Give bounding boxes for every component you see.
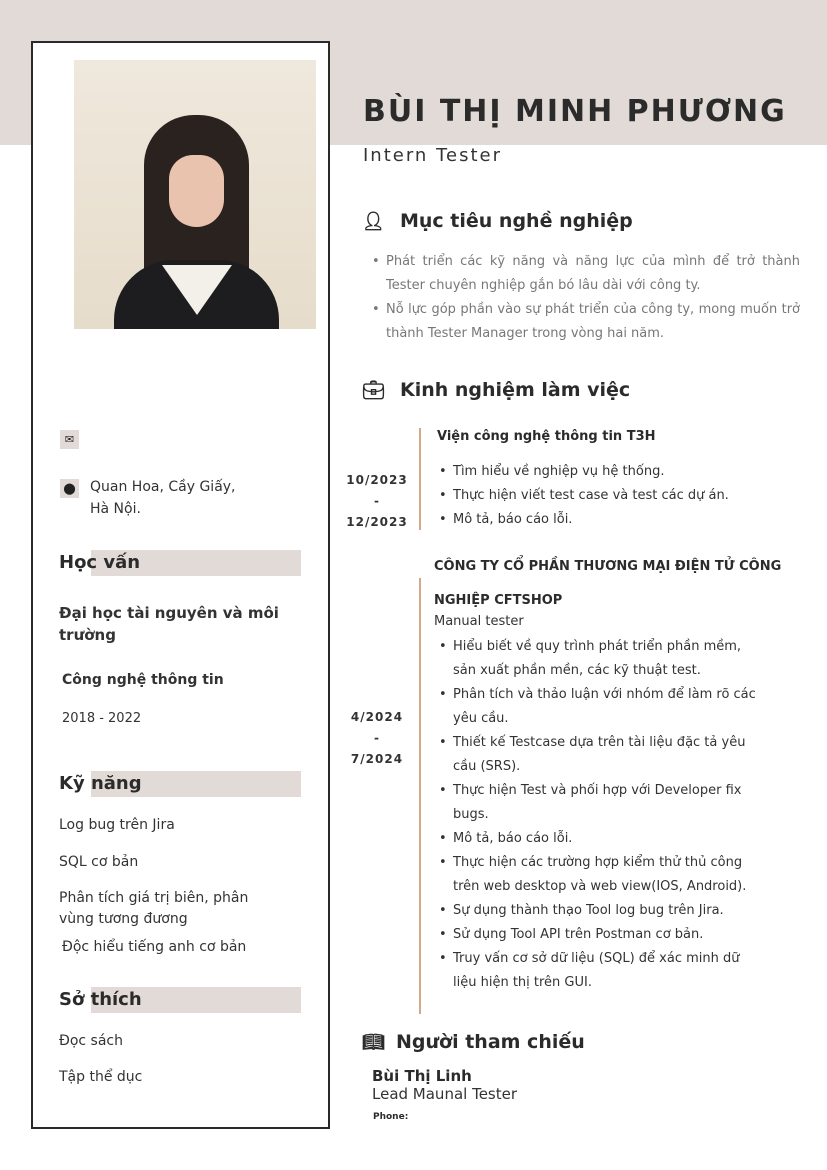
address-line: Quan Hoa, Cầy Giấy,: [90, 479, 236, 495]
duty-item: • Thực hiện Test và phối hợp với Developer fix bugs.: [437, 779, 757, 827]
hobby-item: Tập thể dục: [59, 1069, 143, 1085]
objective-list: [370, 250, 800, 346]
briefcase-icon: 💼︎: [362, 379, 385, 401]
email-icon: ✉: [60, 430, 79, 449]
duty-item: • Thiết kế Testcase dựa trên tài liệu đặc tả yêu cầu (SRS).: [437, 731, 757, 779]
duty-item: • Sự dụng thành thạo Tool log bug trên Jira.: [437, 899, 757, 923]
school-name: Đại học tài nguyên và môi trường: [59, 604, 279, 644]
reference-phone-label: Phone:: [373, 1112, 409, 1122]
experience-heading: 💼︎ Kinh nghiệm làm việc: [362, 379, 631, 401]
skills-heading: Kỹ năng: [59, 771, 301, 797]
job-dates: 10/2023 - 12/2023: [346, 473, 408, 529]
hobby-item: Đọc sách: [59, 1033, 124, 1049]
duty-item: • Hiểu biết về quy trình phát triển phần mềm, sản xuất phần mền, các kỹ thuật test.: [437, 635, 757, 683]
duty-item: • Tìm hiểu về nghiệp vụ hệ thống.: [437, 460, 729, 484]
skill-item: Phân tích giá trị biên, phân vùng tương đương: [59, 890, 249, 927]
education-years: 2018 - 2022: [62, 711, 142, 726]
job-dates: 4/2024 - 7/2024: [350, 710, 404, 766]
address: [90, 476, 236, 520]
book-icon: 📖︎: [362, 1031, 385, 1053]
duty-item: • Thực hiện các trường hợp kiểm thử thủ công trên web desktop và web view(IOS, Android).: [437, 851, 757, 899]
objective-item: • Nỗ lực góp phần vào sự phát triển của công ty, mong muốn trở thành Tester Manager trong vòng hai năm.: [370, 298, 800, 346]
duty-item: • Mô tả, báo cáo lỗi.: [437, 827, 757, 851]
company-name: CÔNG TY CỔ PHẦN THƯƠNG MẠI ĐIỆN TỬ CÔNG NGHIỆP CFTSHOP: [434, 559, 782, 608]
reference-heading: 📖︎ Người tham chiếu: [362, 1031, 585, 1053]
reference-position: Lead Maunal Tester: [372, 1085, 518, 1103]
job-position: Manual tester: [434, 614, 524, 629]
address-line: Hà Nội.: [90, 501, 141, 517]
reference-name: Bùi Thị Linh: [372, 1067, 472, 1085]
profile-photo: [74, 60, 316, 329]
duty-item: • Phân tích và thảo luận với nhóm để làm rõ các yêu cầu.: [437, 683, 757, 731]
duty-item: • Mô tả, báo cáo lỗi.: [437, 508, 729, 532]
hobbies-heading: Sở thích: [59, 987, 301, 1013]
major: Công nghệ thông tin: [62, 672, 224, 688]
duty-item: • Sử dụng Tool API trên Postman cơ bản.: [437, 923, 757, 947]
skill-item: SQL cơ bản: [59, 854, 139, 870]
skill-item: Độc hiểu tiếng anh cơ bản: [62, 939, 247, 955]
duty-item: • Truy vấn cơ sở dữ liệu (SQL) để xác minh dữ liệu hiện thị trên GUI.: [437, 947, 757, 995]
user-icon: 👤︎: [362, 210, 385, 232]
timeline-line: [419, 578, 421, 1014]
education-heading: Học vấn: [59, 550, 301, 576]
job-duties: [437, 460, 729, 532]
objective-heading: 👤︎ Mục tiêu nghề nghiệp: [362, 210, 633, 232]
company-name: Viện công nghệ thông tin T3H: [437, 429, 656, 444]
duty-item: • Thực hiện viết test case và test các dự án.: [437, 484, 729, 508]
candidate-name: BÙI THỊ MINH PHƯƠNG: [363, 94, 787, 129]
candidate-role: Intern Tester: [363, 145, 502, 166]
objective-item: • Phát triển các kỹ năng và năng lực của mình để trở thành Tester chuyên nghiệp gắn bó lâu dài với công ty.: [370, 250, 800, 298]
skill-item: Log bug trên Jira: [59, 817, 175, 833]
timeline-line: [419, 428, 421, 530]
location-icon: ⬤: [60, 479, 79, 498]
job-duties: [437, 635, 757, 995]
